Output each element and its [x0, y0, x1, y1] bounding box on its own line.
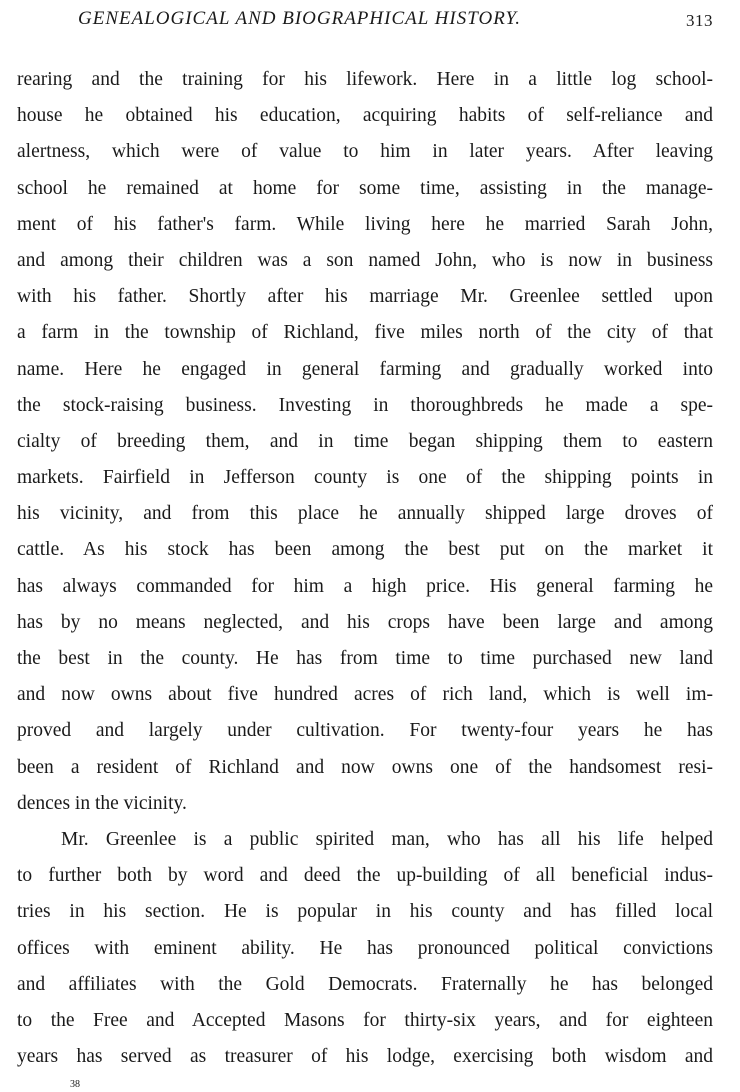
text-line: tries in his section. He is popular in his county and has filled local: [17, 901, 713, 923]
page-header: [0, 8, 740, 36]
text-line: markets. Fairfield in Jefferson county is one of the shipping points in: [17, 467, 713, 489]
paragraph: [17, 62, 713, 822]
text-line: to the Free and Accepted Masons for thirty-six years, and for eighteen: [17, 1009, 713, 1031]
text-line: the stock-raising business. Investing in thoroughbreds he made a spe-: [17, 394, 713, 416]
text-line: ment of his father's farm. While living here he married Sarah John,: [17, 213, 713, 235]
text-line: to further both by word and deed the up-building of all beneficial indus-: [17, 865, 713, 887]
text-line: and now owns about five hundred acres of rich land, which is well im-: [17, 684, 713, 706]
text-line: has always commanded for him a high price. His general farming he: [17, 575, 713, 597]
text-line: offices with eminent ability. He has pronounced political convictions: [17, 937, 713, 959]
text-line: and among their children was a son named John, who is now in business: [17, 249, 713, 271]
text-line: with his father. Shortly after his marriage Mr. Greenlee settled upon: [17, 286, 713, 308]
text-line: has by no means neglected, and his crops have been large and among: [17, 611, 713, 633]
body-text: [17, 62, 713, 1075]
text-line: proved and largely under cultivation. For twenty-four years he has: [17, 720, 713, 742]
text-line: school he remained at home for some time, assisting in the manage-: [17, 177, 713, 199]
text-line: cattle. As his stock has been among the best put on the market it: [17, 539, 713, 561]
signature-mark: 38: [70, 1079, 80, 1090]
running-head: GENEALOGICAL AND BIOGRAPHICAL HISTORY.: [78, 8, 522, 29]
text-line: and affiliates with the Gold Democrats. Fraternally he has belonged: [17, 973, 713, 995]
text-line: dences in the vicinity.: [17, 792, 187, 814]
text-line: a farm in the township of Richland, five miles north of the city of that: [17, 322, 713, 344]
text-line: been a resident of Richland and now owns one of the handsomest resi-: [17, 756, 713, 778]
page-number: 313: [686, 11, 713, 30]
text-line: house he obtained his education, acquiring habits of self-reliance and: [17, 105, 713, 127]
text-line: rearing and the training for his lifework. Here in a little log school-: [17, 69, 713, 90]
text-line: Mr. Greenlee is a public spirited man, who has all his life helped: [61, 828, 713, 850]
text-line: the best in the county. He has from time to time purchased new land: [17, 648, 713, 669]
text-line: cialty of breeding them, and in time began shipping them to eastern: [17, 430, 713, 452]
text-line: his vicinity, and from this place he annually shipped large droves of: [17, 503, 713, 525]
text-line: name. Here he engaged in general farming and gradually worked into: [17, 358, 713, 380]
text-line: alertness, which were of value to him in later years. After leaving: [17, 141, 713, 163]
paragraph: [17, 822, 713, 1075]
text-line: years has served as treasurer of his lodge, exercising both wisdom and: [17, 1046, 713, 1068]
